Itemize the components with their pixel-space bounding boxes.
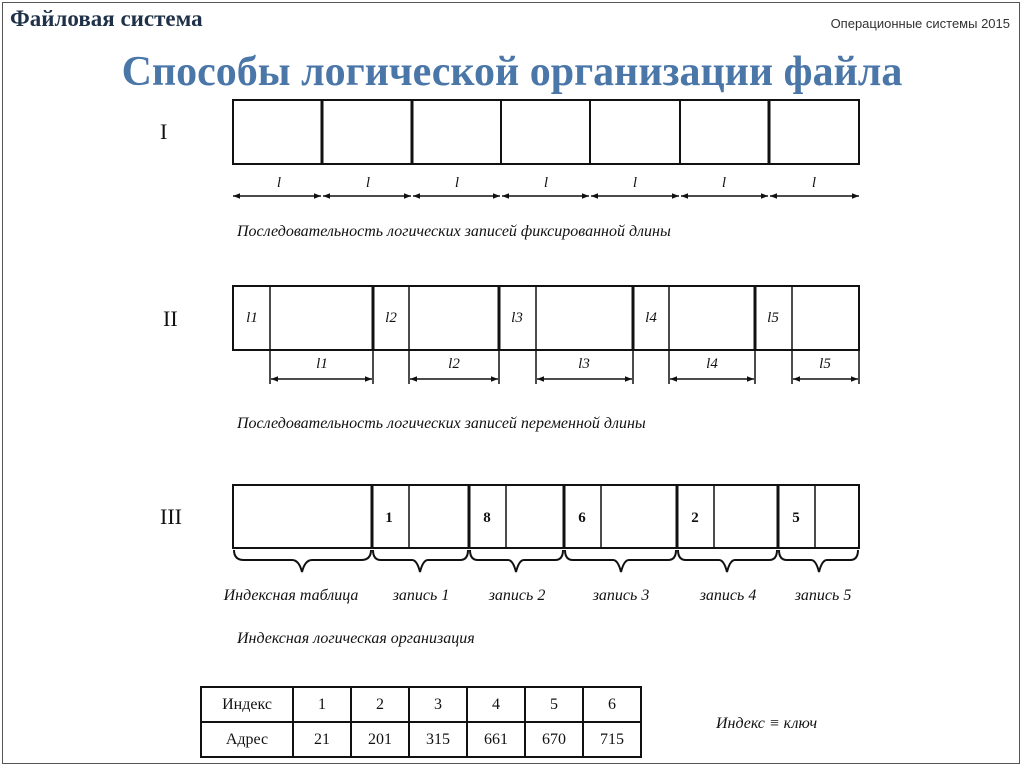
record-key: 1 (385, 510, 393, 526)
record-label: запись 5 (794, 587, 852, 604)
variable-records (233, 286, 859, 350)
brace (234, 550, 371, 572)
index-cell: 1 (293, 687, 351, 722)
course-label: Операционные системы 2015 (830, 16, 1010, 31)
address-cell: 315 (409, 722, 467, 757)
variable-field-labels (246, 310, 779, 326)
address-cell: 201 (351, 722, 409, 757)
record-key: 8 (483, 510, 491, 526)
length-field-label: l4 (645, 310, 657, 326)
length-label: l1 (316, 356, 328, 372)
scheme-numeral-1: I (160, 119, 168, 144)
index-header-cell: Индекс (201, 687, 293, 722)
length-label: l (276, 175, 282, 191)
length-label: l (811, 175, 817, 191)
address-header-cell: Адрес (201, 722, 293, 757)
record-label: запись 3 (592, 587, 650, 604)
length-label: l4 (706, 356, 718, 372)
length-label: l (365, 175, 371, 191)
caption-variable: Последовательность логических записей переменной длины (237, 415, 646, 432)
index-cell: 3 (409, 687, 467, 722)
record-keys (385, 510, 800, 526)
record-key: 5 (792, 510, 800, 526)
length-field-label: l3 (511, 310, 523, 326)
brace (779, 550, 858, 572)
record-label: запись 1 (392, 587, 450, 604)
index-key-note: Индекс ≡ ключ (716, 715, 818, 732)
address-cell: 670 (525, 722, 583, 757)
indexed-record-strip (233, 485, 859, 548)
table-row-address (201, 722, 641, 757)
length-field-label: l2 (385, 310, 397, 326)
indexed-records (233, 485, 859, 548)
length-label: l (721, 175, 727, 191)
length-field-label: l1 (246, 310, 258, 326)
index-address-table (200, 686, 642, 758)
length-label: l3 (578, 356, 590, 372)
length-label: l (632, 175, 638, 191)
index-cell: 6 (583, 687, 641, 722)
variable-record-strip (233, 286, 859, 350)
fixed-records (233, 100, 859, 164)
fixed-length-labels (277, 175, 816, 191)
scheme-numeral-2: II (163, 306, 178, 331)
caption-fixed: Последовательность логических записей фиксированной длины (237, 223, 671, 240)
index-cell: 5 (525, 687, 583, 722)
slide-title: Способы логической организации файла (121, 49, 903, 95)
brace (565, 550, 676, 572)
length-label: l5 (819, 356, 831, 372)
brace (678, 550, 777, 572)
address-cell: 661 (467, 722, 525, 757)
indexed-braces (234, 550, 858, 572)
variable-length-arrows (270, 350, 859, 384)
record-key: 6 (578, 510, 586, 526)
address-cell: 715 (583, 722, 641, 757)
address-cell: 21 (293, 722, 351, 757)
brace (373, 550, 468, 572)
brace (470, 550, 563, 572)
scheme-numeral-3: III (160, 504, 182, 529)
variable-length-labels (316, 356, 831, 372)
index-cell: 4 (467, 687, 525, 722)
record-key: 2 (691, 510, 699, 526)
length-label: l (454, 175, 460, 191)
record-label: запись 2 (488, 587, 546, 604)
length-label: l2 (448, 356, 460, 372)
record-label: запись 4 (699, 587, 757, 604)
index-cell: 2 (351, 687, 409, 722)
fixed-record-strip (233, 100, 859, 164)
index-table-label: Индексная таблица (223, 587, 359, 604)
table-row-index (201, 687, 641, 722)
section-title: Файловая система (10, 6, 203, 31)
caption-indexed: Индексная логическая организация (237, 630, 475, 647)
indexed-part-labels (223, 587, 852, 604)
length-field-label: l5 (767, 310, 779, 326)
length-label: l (543, 175, 549, 191)
